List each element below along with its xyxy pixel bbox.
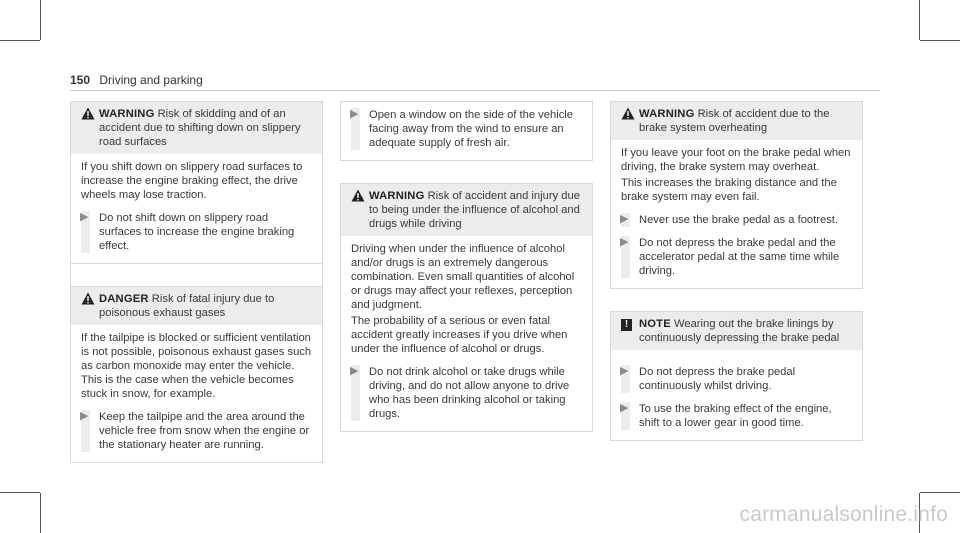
- crop-mark: [40, 493, 41, 533]
- warning-box-brake-overheating: [610, 101, 863, 289]
- warning-triangle-icon: [81, 107, 95, 120]
- step-arrow-icon: ▶: [80, 211, 89, 223]
- step-arrow-icon: ▶: [620, 213, 629, 225]
- notice-exclamation-icon: !: [621, 319, 632, 331]
- step-text: Do not depress the brake pedal continuously whilst driving.: [639, 366, 796, 392]
- warning-keyword: WARNING: [369, 190, 425, 202]
- warning-keyword: WARNING: [639, 108, 695, 120]
- step-text: Open a window on the side of the vehicle facing away from the wind to ensure an adequate supply of fresh air.: [369, 109, 573, 149]
- danger-box-exhaust: [70, 286, 323, 463]
- warning-heading: Risk of accident due to the brake system overheating: [639, 108, 830, 134]
- crop-mark: [920, 492, 960, 493]
- warning-body: Driving when under the influence of alcohol and/or drugs is an extremely dangerous combination. Even small quantities of alcohol or drugs may affect your reflexes, perception and judgment.: [351, 243, 575, 311]
- warning-heading: Risk of skidding and of an accident due to shifting down on slippery road surfaces: [99, 108, 301, 148]
- note-box-brake-linings: [610, 311, 863, 441]
- step-arrow-icon: ▶: [620, 365, 629, 377]
- warning-body: If you shift down on slippery road surfaces to increase the engine braking effect, the drive wheels may lose traction.: [81, 161, 303, 201]
- crop-mark: [0, 40, 40, 41]
- column-2: [340, 101, 593, 432]
- warning-body: This increases the braking distance and the brake system may even fail.: [621, 177, 837, 203]
- box-heading: [71, 287, 322, 325]
- warning-body: If you leave your foot on the brake pedal when driving, the brake system may overheat.: [621, 147, 851, 173]
- instruction-step: [621, 236, 852, 278]
- warning-heading: Risk of accident and injury due to being under the influence of alcohol and drugs while driving: [369, 190, 580, 230]
- danger-body: If the tailpipe is blocked or sufficient ventilation is not possible, poisonous exhaust gases such as carbon monoxide may enter the vehicle. This is the case when the vehicle becomes stuck in snow, for example.: [81, 332, 312, 400]
- continued-step-box: [340, 101, 593, 161]
- crop-mark: [919, 0, 920, 40]
- column-3: [610, 101, 863, 441]
- crop-mark: [920, 40, 960, 41]
- step-text: Do not depress the brake pedal and the accelerator pedal at the same time while driving.: [639, 237, 840, 277]
- box-heading: [71, 102, 322, 154]
- warning-box-alcohol: [340, 183, 593, 432]
- warning-box-skidding: [70, 101, 323, 264]
- instruction-step: [621, 365, 852, 393]
- warning-triangle-icon: [621, 107, 635, 120]
- watermark: carmanualsonline.info: [739, 503, 948, 526]
- note-keyword: NOTE: [639, 318, 671, 330]
- page-number: 150: [70, 73, 91, 87]
- page-header: [70, 73, 203, 87]
- instruction-step: [81, 410, 312, 452]
- warning-triangle-icon: [351, 189, 365, 202]
- warning-body: The probability of a serious or even fatal accident greatly increases if you drive when under the influence of alcohol or drugs.: [351, 315, 568, 355]
- section-title: Driving and parking: [99, 73, 203, 87]
- crop-mark: [40, 0, 41, 40]
- step-arrow-icon: ▶: [80, 410, 89, 422]
- step-arrow-icon: ▶: [620, 402, 629, 414]
- instruction-step: [81, 211, 312, 253]
- column-rule: [70, 246, 71, 428]
- instruction-step: [621, 213, 852, 227]
- instruction-step: [351, 108, 582, 150]
- step-text: To use the braking effect of the engine, shift to a lower gear in good time.: [639, 403, 832, 429]
- box-heading: [611, 102, 862, 140]
- step-arrow-icon: ▶: [350, 365, 359, 377]
- step-arrow-icon: ▶: [620, 236, 629, 248]
- step-text: Keep the tailpipe and the area around the vehicle free from snow when the engine or the stationary heater are running.: [99, 411, 310, 451]
- warning-keyword: WARNING: [99, 108, 155, 120]
- danger-heading: Risk of fatal injury due to poisonous exhaust gases: [99, 293, 275, 319]
- header-divider: [70, 90, 880, 91]
- step-text: Never use the brake pedal as a footrest.: [639, 214, 839, 226]
- step-text: Do not shift down on slippery road surfaces to increase the engine braking effect.: [99, 212, 295, 252]
- column-1: [70, 101, 323, 463]
- step-text: Do not drink alcohol or take drugs while driving, and do not allow anyone to drive who has been drinking alcohol or taking drugs.: [369, 366, 570, 420]
- instruction-step: [351, 365, 582, 421]
- warning-triangle-icon: [81, 292, 95, 305]
- crop-mark: [0, 492, 40, 493]
- box-heading: [341, 184, 592, 236]
- box-heading: [611, 312, 862, 350]
- instruction-step: [621, 402, 852, 430]
- column-rule: [322, 246, 323, 428]
- step-arrow-icon: ▶: [350, 108, 359, 120]
- note-heading: Wearing out the brake linings by continuously depressing the brake pedal: [639, 318, 840, 344]
- danger-keyword: DANGER: [99, 293, 149, 305]
